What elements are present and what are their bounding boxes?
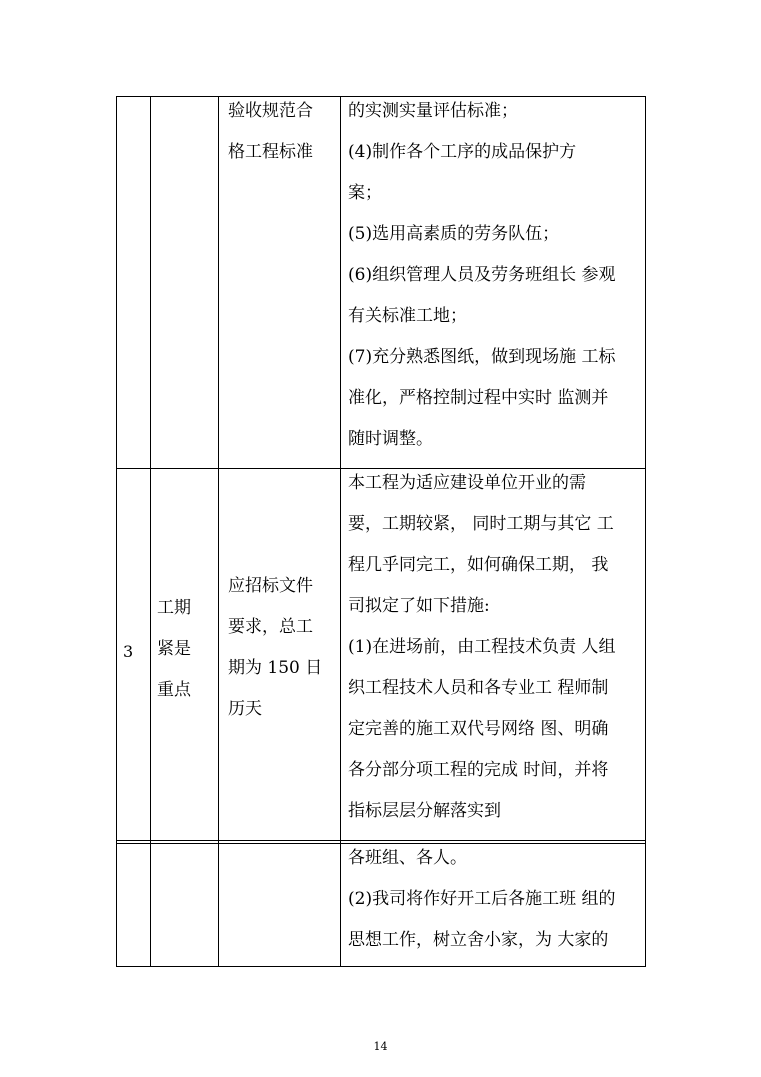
text-line: 的实测实量评估标准；: [348, 101, 518, 121]
text-line: 各班组、各人。: [348, 848, 467, 868]
table-border-left: [116, 96, 117, 967]
text-line: 定完善的施工双代号网络 图、明确: [348, 719, 609, 739]
text-line: (4)制作各个工序的成品保护方: [348, 142, 577, 162]
text-line: 要求，总工: [228, 617, 313, 637]
text-line: 重点: [157, 680, 191, 700]
table-border-bottom: [116, 966, 646, 967]
text-line: 各分部分项工程的完成 时间，并将: [348, 760, 609, 780]
text-line: 司拟定了如下措施:: [348, 596, 490, 616]
measures-table: [116, 96, 646, 967]
measures-cell: [348, 91, 615, 460]
requirement-cell: [228, 566, 322, 730]
column-divider: [340, 96, 341, 967]
text-line: 期为 150 日: [228, 658, 323, 678]
text-line: (5)选用高素质的劳务队伍；: [348, 224, 560, 244]
text-line: 准化，严格控制过程中实时 监测并: [348, 388, 609, 408]
text-line: 格工程标准: [228, 142, 313, 162]
column-divider: [218, 96, 219, 967]
text-line: (7)充分熟悉图纸，做到现场施 工标: [348, 347, 616, 367]
text-line: 工期: [157, 598, 191, 618]
row-number: 3: [123, 642, 134, 661]
text-line: 随时调整。: [348, 429, 433, 449]
table-border-right: [645, 96, 646, 967]
text-line: 思想工作，树立舍小家，为 大家的: [348, 930, 609, 950]
text-line: 案；: [348, 183, 382, 203]
measures-cell: [348, 463, 615, 832]
text-line: 要，工期较紧， 同时工期与其它 工: [348, 514, 614, 534]
item-cell: [157, 588, 191, 711]
text-line: 指标层层分解落实到: [348, 801, 501, 821]
text-line: 验收规范合: [228, 101, 313, 121]
text-line: 织工程技术人员和各专业工 程师制: [348, 678, 609, 698]
text-line: (1)在进场前，由工程技术负责 人组: [348, 637, 616, 657]
standard-cell: [228, 91, 313, 173]
column-divider: [150, 96, 151, 967]
measures-cell: [348, 838, 615, 961]
text-line: (2)我司将作好开工后各施工班 组的: [348, 889, 616, 909]
text-line: 应招标文件: [228, 576, 313, 596]
page-number: 14: [373, 1040, 388, 1053]
text-line: 有关标准工地；: [348, 306, 467, 326]
text-line: 紧是: [157, 639, 191, 659]
text-line: (6)组织管理人员及劳务班组长 参观: [348, 265, 616, 285]
text-line: 本工程为适应建设单位开业的需: [348, 473, 586, 493]
text-line: 历天: [228, 699, 262, 719]
text-line: 程几乎同完工，如何确保工期， 我: [348, 555, 609, 575]
